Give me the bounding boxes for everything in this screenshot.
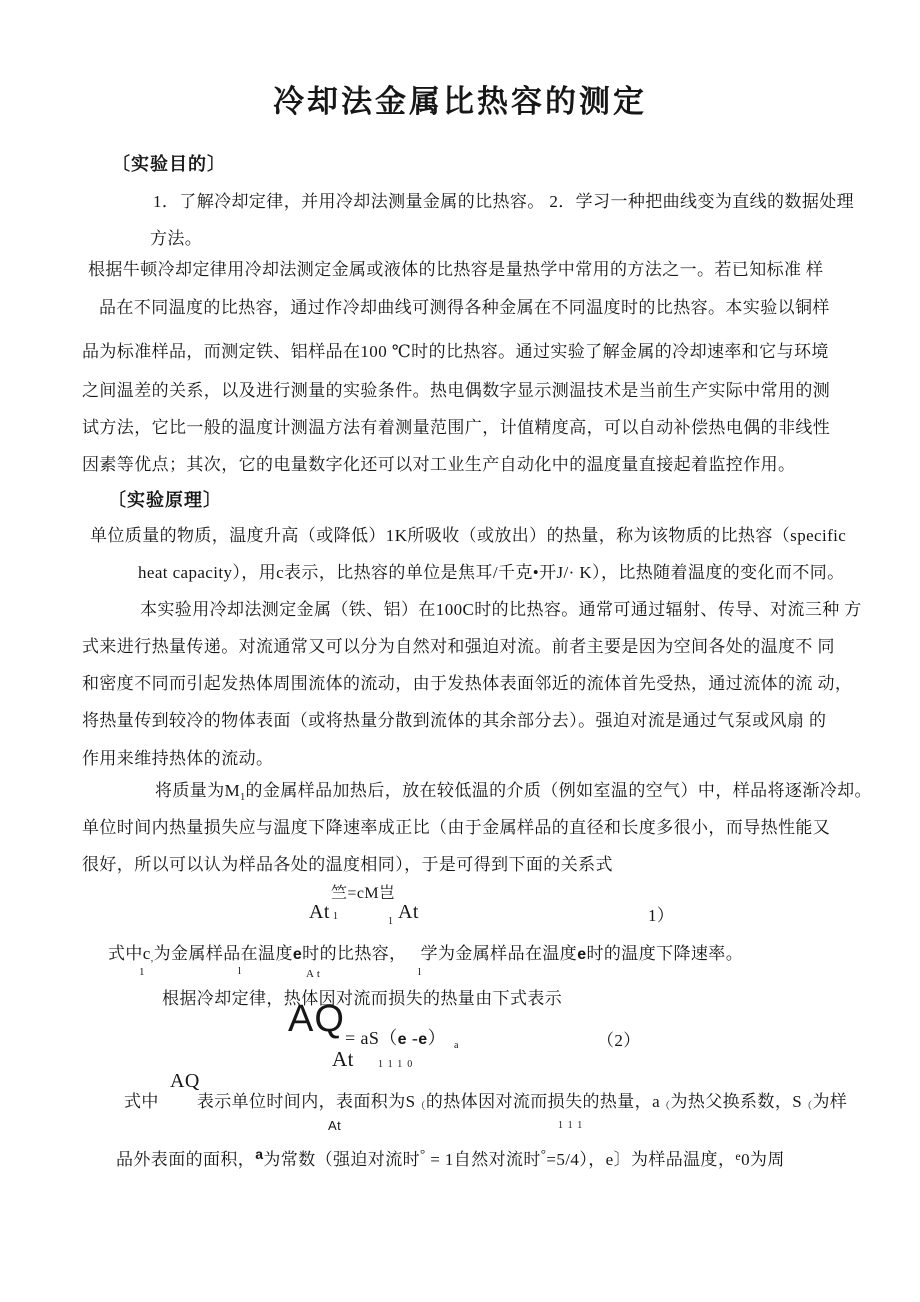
text-segment: 为常数（强迫对流时 [263,1150,420,1169]
where1-line [108,945,743,963]
formula2-rhs [345,1028,459,1051]
text-segment: 学为金属样品在温度 [420,944,578,963]
purpose-line-1: 1．了解冷却定律，并用冷却法测量金属的比热容。 2．学习一种把曲线变为直线的数据处理 [153,192,855,211]
text-segment: 品外表面的面积， [116,1150,256,1169]
text-segment: 0为周 [741,1150,785,1169]
text-segment: = aS（ [345,1028,398,1048]
intro-line-3: 品为标准样品，而测定铁、铝样品在100 ℃时的比热容。通过实验了解金属的冷却速率和它与环境 [82,342,829,361]
theta-symbol: e [292,946,303,963]
theta-symbol: e [418,1031,428,1048]
text-segment: 为金属样品在温度 [153,944,293,963]
text-segment: 为热父换系数，S [670,1092,803,1111]
text-segment: - [406,1028,419,1048]
text-segment: 表示单位时间内，表面积为S [196,1092,416,1111]
principle-line-2: heat capacity），用c表示，比热容的单位是焦耳/千克•开J/· K），比热随着温度的变化而不同。 [138,563,845,582]
subscript-mark: 1 [240,792,246,803]
intro-line-2: 品在不同温度的比热容，通过作冷却曲线可测得各种金属在不同温度时的比热容。本实验以铜样 [99,298,830,317]
last-line [116,1146,785,1169]
formula2-subscripts: 1110 [378,1059,418,1070]
text-segment: =5/4），e〕为样品温度， [546,1150,736,1169]
text-segment: 为样 [812,1092,848,1111]
text-segment: 式中 [124,1092,159,1111]
intro-line-5: 试方法，它比一般的温度计测温方法有着测量范围广，计值精度高，可以自动补偿热电偶的非线性 [82,418,831,437]
section-header-purpose: 〔实验目的〕 [112,154,226,174]
formula1-tick-2: 1 [388,916,394,927]
intro-line-1: 根据牛顿冷却定律用冷却法测定金属或液体的比热容是量热学中常用的方法之一。若已知标准 样 [88,260,824,279]
superscript-e: e [735,1149,742,1163]
where2-delta-q: AQ [170,1070,200,1092]
text-segment: 式中c [108,944,151,963]
where1-mark-2: l [238,965,242,977]
principle-line-7: 作用来维持热体的流动。 [82,749,274,768]
text-segment: = 1自然对流时 [425,1150,541,1169]
where2-line [124,1093,847,1110]
intro-line-4: 之间温差的关系，以及进行测量的实验条件。热电偶数字显示测温技术是当前生产实际中常用的测 [82,381,831,400]
cooling-line-2: 单位时间内热量损失应与温度下降速率成正比（由于金属样品的直径和长度多很小，而导热性能又 [82,818,831,837]
principle-line-1: 单位质量的物质，温度升高（或降低）1K所吸收（或放出）的热量，称为该物质的比热容（specific [90,526,847,545]
subscript-mark: , [150,953,154,964]
subscript-mark: a [453,1040,459,1051]
where1-mark-4: l [418,966,422,978]
text-segment: 的金属样品加热后，放在较低温的介质（例如室温的空气）中，样品将逐渐冷却。 [245,781,872,800]
section-header-principle: 〔实验原理〕 [108,490,222,510]
formula1-at-right: At [398,901,419,923]
theta-symbol: e [397,1031,407,1048]
doc-title: 冷却法金属比热容的测定 [273,84,647,119]
formula2-delta-q: AQ [288,998,345,1040]
where2-subscripts: 111 [558,1120,588,1131]
superscript-degree: ° [540,1146,547,1161]
formula2-delta-t: At [332,1047,354,1071]
formula1-tick-1: 1 [333,911,339,922]
text-segment: 将质量为M [155,781,241,800]
text-segment: 的热体因对流而损失的热量，a [425,1092,661,1111]
superscript-degree: ° [420,1146,426,1161]
formula1-number: 1） [648,906,675,925]
principle-line-4: 式来进行热量传递。对流通常又可以分为自然对和强迫对流。前者主要是因为空间各处的温度不 同 [82,637,835,656]
cooling-line-1 [155,781,872,803]
superscript-a: a [255,1146,264,1162]
formula2-number: （2） [597,1031,641,1050]
formula1-superscript: 竺=cM岂 [331,885,396,902]
formula1-at-left: At [309,901,330,923]
text-segment: 时的温度下降速率。 [586,944,744,963]
text-segment: ） [427,1028,446,1048]
intro-line-6: 因素等优点；其次，它的电量数字化还可以对工业生产自动化中的温度量直接起着监控作用。 [82,455,796,474]
principle-line-3: 本实验用冷却法测定金属（铁、铝）在100C时的比热容。通常可通过辐射、传导、对流三种 方 [140,600,862,619]
subscript-mark: （ [660,1101,671,1112]
where1-mark-1: 1 [139,966,145,978]
purpose-line-2: 方法。 [150,229,203,248]
subscript-mark: （ [415,1101,426,1112]
subscript-mark: （ [802,1101,813,1112]
principle-line-6: 将热量传到较冷的物体表面（或将热量分散到流体的其余部分去）。强迫对流是通过气泵或风扇 的 [82,711,827,730]
cooling-line-3: 很好，所以可以认为样品各处的温度相同），于是可得到下面的关系式 [82,855,613,874]
where2-delta-t: At [328,1118,342,1133]
where1-mark-3: A t [306,968,321,980]
theta-symbol: e [577,946,587,963]
text-segment: 时的比热容， [302,944,407,963]
newton-law-line: 根据冷却定律，热体因对流而损失的热量由下式表示 [162,989,563,1008]
principle-line-5: 和密度不同而引起发热体周围流体的流动，由于发热体表面邻近的流体首先受热，通过流体的流 动， [82,674,853,693]
